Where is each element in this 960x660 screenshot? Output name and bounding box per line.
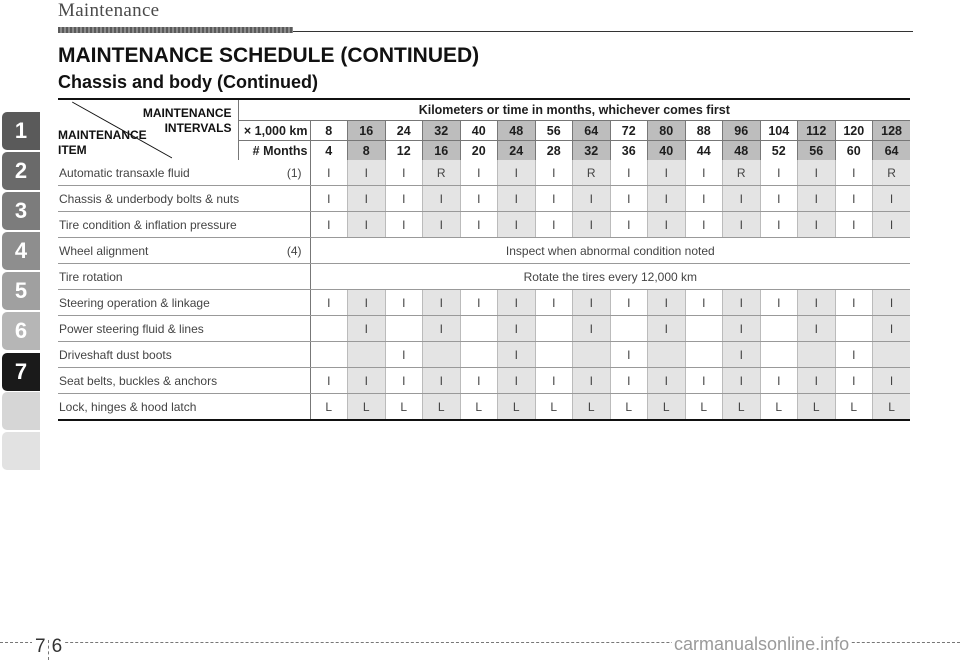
item-name-cell: [58, 160, 310, 186]
months-value: 12: [385, 141, 423, 161]
schedule-cell: I: [835, 342, 873, 368]
schedule-cell: I: [835, 368, 873, 394]
schedule-cell: [685, 342, 723, 368]
schedule-cell: I: [798, 290, 836, 316]
item-name: Lock, hinges & hood latch: [59, 399, 197, 414]
km-value: 56: [535, 121, 573, 141]
header-bar: [58, 27, 293, 33]
sub-title: Chassis and body (Continued): [58, 72, 319, 92]
schedule-cell: I: [423, 186, 461, 212]
km-value: 40: [460, 121, 498, 141]
months-value: 28: [535, 141, 573, 161]
schedule-cell: I: [573, 212, 611, 238]
interval-span-header: Kilometers or time in months, whichever comes first: [238, 99, 910, 121]
months-unit-label: # Months: [238, 141, 310, 161]
page-separator: [48, 640, 50, 660]
schedule-cell: I: [685, 368, 723, 394]
item-name: Steering operation & linkage: [59, 295, 210, 310]
corner-intervals-line: INTERVALS: [164, 121, 232, 135]
schedule-cell: I: [760, 290, 798, 316]
table-row: [58, 316, 910, 342]
schedule-cell: I: [385, 368, 423, 394]
schedule-cell: [610, 316, 648, 342]
schedule-cell: I: [798, 316, 836, 342]
schedule-cell: I: [685, 160, 723, 186]
schedule-cell: I: [723, 186, 761, 212]
schedule-cell: I: [573, 186, 611, 212]
chapter-tab: 6: [2, 312, 40, 350]
months-value: 24: [498, 141, 536, 161]
schedule-cell: I: [648, 160, 686, 186]
schedule-cell: L: [760, 394, 798, 421]
schedule-cell: L: [648, 394, 686, 421]
months-value: 48: [723, 141, 761, 161]
schedule-cell: I: [610, 342, 648, 368]
chapter-tab: 5: [2, 272, 40, 310]
item-name-cell: [58, 238, 310, 264]
schedule-cell: I: [310, 290, 348, 316]
schedule-cell: I: [423, 316, 461, 342]
schedule-cell: [573, 342, 611, 368]
item-name-cell: [58, 342, 310, 368]
item-name-cell: [58, 394, 310, 421]
corner-intervals-label: [143, 106, 232, 136]
item-name-cell: [58, 316, 310, 342]
page-index: 6: [51, 636, 63, 657]
months-value: 36: [610, 141, 648, 161]
schedule-cell: [798, 342, 836, 368]
schedule-cell: I: [873, 290, 911, 316]
schedule-cell: I: [348, 316, 386, 342]
table-row: [58, 212, 910, 238]
schedule-cell: I: [610, 186, 648, 212]
schedule-cell: L: [873, 394, 911, 421]
running-header: Maintenance: [58, 0, 160, 21]
table-row: [58, 368, 910, 394]
km-value: 104: [760, 121, 798, 141]
months-value: 20: [460, 141, 498, 161]
item-name: Chassis & underbody bolts & nuts: [59, 191, 240, 206]
schedule-cell: I: [723, 342, 761, 368]
header-rule: [293, 31, 913, 32]
km-value: 8: [310, 121, 348, 141]
watermark: carmanualsonline.info: [674, 634, 850, 654]
schedule-cell: L: [310, 394, 348, 421]
schedule-cell: I: [573, 368, 611, 394]
table-row: [58, 342, 910, 368]
schedule-cell: [760, 316, 798, 342]
km-value: 64: [573, 121, 611, 141]
km-value: 88: [685, 121, 723, 141]
schedule-cell: I: [535, 160, 573, 186]
schedule-cell: I: [535, 212, 573, 238]
schedule-cell: I: [460, 290, 498, 316]
schedule-cell: I: [498, 186, 536, 212]
schedule-cell: I: [535, 368, 573, 394]
schedule-cell: I: [498, 368, 536, 394]
schedule-cell: I: [723, 368, 761, 394]
item-name-cell: [58, 212, 310, 238]
schedule-cell: I: [535, 186, 573, 212]
schedule-cell: [873, 342, 911, 368]
table-row: [58, 394, 910, 421]
schedule-cell: [385, 316, 423, 342]
schedule-cell: I: [648, 186, 686, 212]
km-value: 80: [648, 121, 686, 141]
schedule-cell: I: [873, 212, 911, 238]
km-value: 32: [423, 121, 461, 141]
schedule-cell: [310, 316, 348, 342]
chapter-tab: 7: [2, 353, 40, 391]
item-span-text: Rotate the tires every 12,000 km: [310, 264, 910, 290]
chapter-tab: 4: [2, 232, 40, 270]
item-note: (1): [286, 165, 302, 180]
schedule-cell: L: [723, 394, 761, 421]
item-note: (4): [286, 243, 302, 258]
km-value: 16: [348, 121, 386, 141]
schedule-cell: I: [835, 290, 873, 316]
chapter-tab: [2, 392, 40, 430]
schedule-cell: I: [685, 212, 723, 238]
schedule-cell: [460, 342, 498, 368]
item-name: Power steering fluid & lines: [59, 321, 204, 336]
months-value: 64: [873, 141, 911, 161]
corner-header-cell: [58, 99, 238, 160]
schedule-cell: I: [723, 316, 761, 342]
schedule-cell: [535, 342, 573, 368]
schedule-cell: I: [310, 160, 348, 186]
schedule-cell: I: [498, 160, 536, 186]
schedule-cell: I: [760, 212, 798, 238]
item-name: Tire condition & inflation pressure: [59, 217, 237, 232]
schedule-cell: I: [573, 316, 611, 342]
schedule-cell: L: [798, 394, 836, 421]
schedule-cell: I: [460, 160, 498, 186]
schedule-cell: I: [385, 186, 423, 212]
schedule-cell: I: [423, 212, 461, 238]
item-name: Tire rotation: [59, 269, 123, 284]
schedule-cell: I: [648, 316, 686, 342]
schedule-cell: I: [498, 342, 536, 368]
schedule-cell: [310, 342, 348, 368]
schedule-cell: I: [723, 290, 761, 316]
schedule-cell: R: [573, 160, 611, 186]
km-value: 112: [798, 121, 836, 141]
schedule-cell: I: [423, 368, 461, 394]
corner-item-line: ITEM: [58, 143, 87, 157]
schedule-cell: I: [873, 368, 911, 394]
schedule-cell: I: [535, 290, 573, 316]
schedule-cell: I: [310, 368, 348, 394]
schedule-cell: I: [610, 290, 648, 316]
schedule-cell: I: [460, 368, 498, 394]
item-span-text: Inspect when abnormal condition noted: [310, 238, 910, 264]
schedule-cell: L: [423, 394, 461, 421]
months-value: 40: [648, 141, 686, 161]
schedule-cell: I: [798, 186, 836, 212]
schedule-cell: L: [835, 394, 873, 421]
schedule-cell: I: [760, 368, 798, 394]
schedule-cell: I: [723, 212, 761, 238]
schedule-cell: I: [310, 212, 348, 238]
schedule-cell: I: [423, 290, 461, 316]
schedule-cell: L: [610, 394, 648, 421]
schedule-cell: I: [385, 160, 423, 186]
schedule-cell: I: [385, 212, 423, 238]
table-row: [58, 160, 910, 186]
schedule-cell: I: [648, 368, 686, 394]
schedule-cell: I: [385, 290, 423, 316]
schedule-cell: L: [498, 394, 536, 421]
schedule-cell: L: [348, 394, 386, 421]
months-value: 32: [573, 141, 611, 161]
chapter-tab: [2, 432, 40, 470]
schedule-cell: I: [835, 186, 873, 212]
chapter-tab: 1: [2, 112, 40, 150]
page-chapter: 7: [35, 636, 46, 657]
schedule-cell: I: [348, 368, 386, 394]
schedule-cell: I: [573, 290, 611, 316]
chapter-tab: 2: [2, 152, 40, 190]
schedule-cell: L: [460, 394, 498, 421]
span-header-row: [58, 99, 910, 121]
schedule-cell: R: [723, 160, 761, 186]
item-name-cell: [58, 186, 310, 212]
table-row: [58, 290, 910, 316]
schedule-cell: I: [610, 368, 648, 394]
item-name: Driveshaft dust boots: [59, 347, 172, 362]
corner-intervals-line: MAINTENANCE: [142, 106, 232, 120]
schedule-cell: I: [460, 212, 498, 238]
table-row: [58, 186, 910, 212]
schedule-cell: L: [535, 394, 573, 421]
schedule-cell: I: [610, 160, 648, 186]
schedule-cell: I: [873, 316, 911, 342]
item-name: Seat belts, buckles & anchors: [59, 373, 218, 388]
schedule-cell: [535, 316, 573, 342]
km-value: 128: [873, 121, 911, 141]
schedule-cell: I: [610, 212, 648, 238]
schedule-cell: I: [498, 212, 536, 238]
months-value: 56: [798, 141, 836, 161]
schedule-cell: I: [798, 368, 836, 394]
schedule-cell: I: [348, 290, 386, 316]
schedule-cell: I: [498, 316, 536, 342]
schedule-cell: I: [760, 160, 798, 186]
km-value: 120: [835, 121, 873, 141]
schedule-cell: R: [423, 160, 461, 186]
section-title: MAINTENANCE SCHEDULE (CONTINUED): [58, 44, 480, 67]
schedule-cell: I: [648, 290, 686, 316]
schedule-cell: I: [760, 186, 798, 212]
schedule-cell: I: [685, 186, 723, 212]
schedule-cell: I: [835, 160, 873, 186]
schedule-cell: L: [385, 394, 423, 421]
schedule-cell: [648, 342, 686, 368]
months-value: 8: [348, 141, 386, 161]
schedule-cell: I: [348, 212, 386, 238]
schedule-cell: R: [873, 160, 911, 186]
table-row: [58, 238, 910, 264]
schedule-cell: I: [498, 290, 536, 316]
maintenance-schedule-table: [58, 98, 910, 421]
schedule-cell: [835, 316, 873, 342]
item-name-cell: [58, 264, 310, 290]
schedule-cell: I: [310, 186, 348, 212]
months-value: 16: [423, 141, 461, 161]
months-value: 60: [835, 141, 873, 161]
km-value: 96: [723, 121, 761, 141]
schedule-cell: L: [573, 394, 611, 421]
schedule-cell: [460, 316, 498, 342]
schedule-cell: I: [348, 160, 386, 186]
schedule-cell: I: [648, 212, 686, 238]
schedule-cell: I: [460, 186, 498, 212]
schedule-cell: I: [685, 290, 723, 316]
schedule-cell: [760, 342, 798, 368]
item-name-cell: [58, 290, 310, 316]
schedule-cell: I: [835, 212, 873, 238]
table-row: [58, 264, 910, 290]
corner-item-label: [58, 128, 147, 158]
km-value: 24: [385, 121, 423, 141]
item-name-cell: [58, 368, 310, 394]
months-value: 44: [685, 141, 723, 161]
schedule-cell: [685, 316, 723, 342]
corner-item-line: MAINTENANCE: [58, 128, 147, 142]
months-value: 52: [760, 141, 798, 161]
schedule-cell: L: [685, 394, 723, 421]
schedule-cell: [348, 342, 386, 368]
item-name: Automatic transaxle fluid: [59, 165, 190, 180]
km-value: 48: [498, 121, 536, 141]
schedule-cell: I: [385, 342, 423, 368]
schedule-cell: [423, 342, 461, 368]
schedule-cell: I: [348, 186, 386, 212]
schedule-cell: I: [798, 160, 836, 186]
km-unit-label: × 1,000 km: [238, 121, 310, 141]
item-name: Wheel alignment: [59, 243, 149, 258]
months-value: 4: [310, 141, 348, 161]
chapter-tab: 3: [2, 192, 40, 230]
schedule-cell: I: [873, 186, 911, 212]
km-value: 72: [610, 121, 648, 141]
schedule-cell: I: [798, 212, 836, 238]
